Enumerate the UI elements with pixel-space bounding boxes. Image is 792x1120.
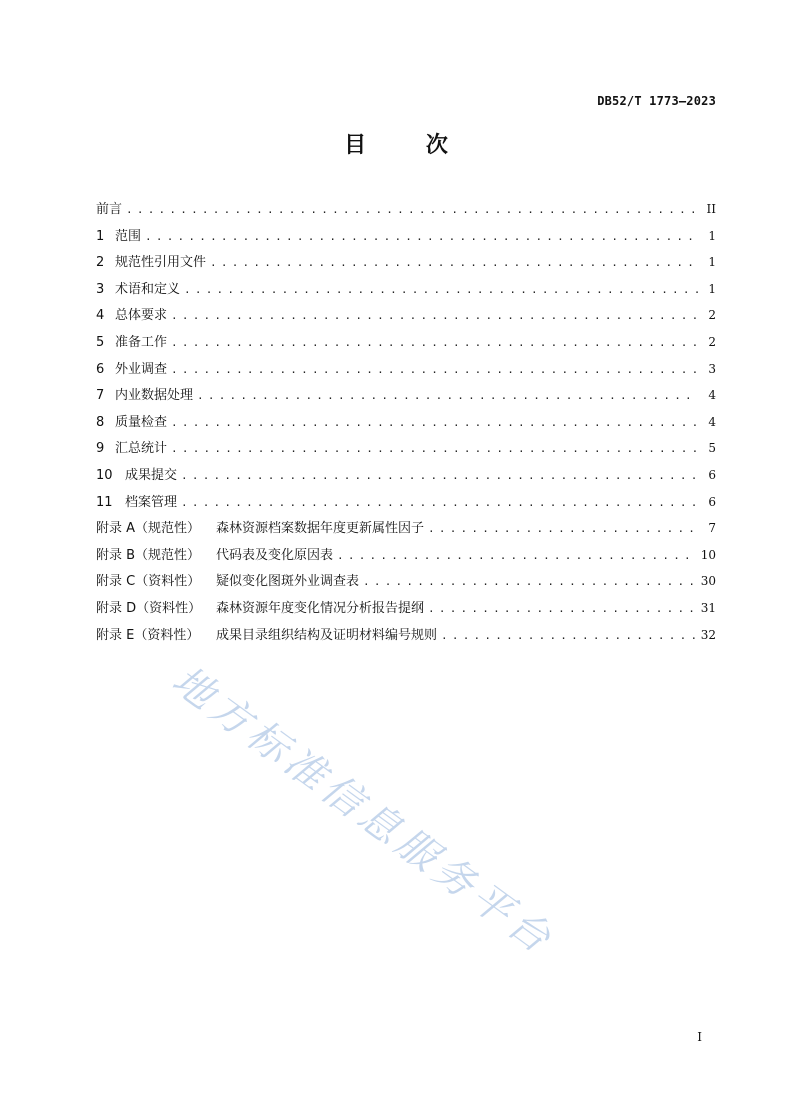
toc-entry-4[interactable]	[96, 304, 716, 331]
toc-section-number: 8	[96, 414, 105, 430]
toc-leader-dots	[181, 496, 698, 509]
toc-entry-1[interactable]	[96, 225, 716, 252]
toc-label: 范围	[115, 228, 142, 244]
toc-leader-dots	[428, 522, 698, 535]
toc-page-number: 1	[708, 255, 716, 270]
toc-appendix-number: 附录 A（规范性）	[96, 521, 201, 537]
toc-label: 汇总统计	[115, 441, 168, 457]
toc-page-number: 31	[700, 600, 716, 615]
toc-page-number: 2	[708, 308, 716, 323]
toc-section-number: 5	[96, 334, 105, 350]
toc-leader-dots	[145, 230, 698, 243]
watermark: 地方标准信息服务平台	[163, 657, 563, 965]
toc-page-number: 3	[708, 361, 716, 376]
toc-section-number: 4	[96, 308, 105, 324]
toc-page-number: 6	[708, 467, 716, 482]
toc-label: 总体要求	[115, 308, 168, 324]
toc-label: 外业调查	[115, 361, 168, 377]
toc-leader-dots	[171, 336, 698, 349]
toc-page-number: 5	[708, 441, 716, 456]
toc-entry-preface[interactable]	[96, 198, 716, 225]
toc-entry-2[interactable]	[96, 251, 716, 278]
toc-label: 内业数据处理	[115, 388, 194, 404]
toc-leader-dots	[337, 549, 697, 562]
toc-entry-appendix-d[interactable]	[96, 597, 716, 624]
toc-section-number: 2	[96, 255, 105, 271]
toc-page-number: 1	[708, 228, 716, 243]
toc-label: 森林资源年度变化情况分析报告提纲	[216, 600, 425, 616]
toc-page-number: 32	[700, 627, 716, 642]
toc-section-number: 10	[96, 467, 113, 483]
toc-page-number: 7	[708, 521, 716, 536]
toc-section-number: 11	[96, 494, 113, 510]
toc-label: 森林资源档案数据年度更新属性因子	[216, 521, 425, 537]
toc-section-number: 7	[96, 388, 105, 404]
toc-page-number: 4	[708, 388, 716, 403]
toc-section-number: 6	[96, 361, 105, 377]
toc-page-number: 10	[700, 547, 716, 562]
toc-label: 术语和定义	[115, 281, 181, 297]
toc-entry-7[interactable]	[96, 384, 716, 411]
toc-entry-9[interactable]	[96, 437, 716, 464]
standard-code: DB52/T 1773—2023	[597, 94, 716, 108]
toc-leader-dots	[363, 575, 697, 588]
toc-entry-10[interactable]	[96, 464, 716, 491]
toc-label: 前言	[96, 202, 123, 217]
toc-leader-dots	[197, 389, 698, 402]
toc-leader-dots	[171, 416, 698, 429]
table-of-contents	[96, 198, 716, 650]
toc-label: 疑似变化图斑外业调查表	[216, 574, 360, 590]
toc-entry-appendix-c[interactable]	[96, 570, 716, 597]
toc-leader-dots	[181, 469, 698, 482]
toc-page-number: 2	[708, 334, 716, 349]
toc-label: 成果提交	[125, 467, 178, 483]
toc-leader-dots	[171, 363, 698, 376]
toc-section-number: 1	[96, 228, 105, 244]
toc-label: 准备工作	[115, 334, 168, 350]
toc-entry-appendix-e[interactable]	[96, 624, 716, 651]
toc-label: 代码表及变化原因表	[216, 547, 334, 563]
toc-leader-dots	[171, 309, 698, 322]
toc-entry-appendix-a[interactable]	[96, 517, 716, 544]
toc-entry-3[interactable]	[96, 278, 716, 305]
toc-page-number: 30	[700, 574, 716, 589]
toc-section-number: 3	[96, 281, 105, 297]
toc-page-number: II	[706, 202, 716, 216]
page-title: 目 次	[344, 133, 474, 158]
toc-entry-8[interactable]	[96, 411, 716, 438]
toc-leader-dots	[184, 283, 698, 296]
toc-leader-dots	[441, 629, 697, 642]
toc-entry-5[interactable]	[96, 331, 716, 358]
toc-label: 规范性引用文件	[115, 255, 207, 271]
toc-entry-11[interactable]	[96, 491, 716, 518]
toc-appendix-number: 附录 B（规范性）	[96, 547, 201, 563]
toc-section-number: 9	[96, 441, 105, 457]
toc-label: 成果目录组织结构及证明材料编号规则	[216, 627, 438, 643]
toc-leader-dots	[126, 203, 698, 216]
toc-appendix-number: 附录 D（资料性）	[96, 600, 202, 616]
toc-page-number: 4	[708, 414, 716, 429]
toc-leader-dots	[210, 256, 698, 269]
toc-entry-appendix-b[interactable]	[96, 544, 716, 571]
toc-leader-dots	[171, 442, 698, 455]
toc-appendix-number: 附录 E（资料性）	[96, 627, 200, 643]
toc-leader-dots	[428, 602, 697, 615]
toc-page-number: 1	[708, 281, 716, 296]
page-number: I	[697, 1030, 702, 1044]
toc-label: 质量检查	[115, 414, 168, 430]
toc-appendix-number: 附录 C（资料性）	[96, 574, 201, 590]
toc-label: 档案管理	[125, 494, 178, 510]
toc-page-number: 6	[708, 494, 716, 509]
toc-entry-6[interactable]	[96, 358, 716, 385]
